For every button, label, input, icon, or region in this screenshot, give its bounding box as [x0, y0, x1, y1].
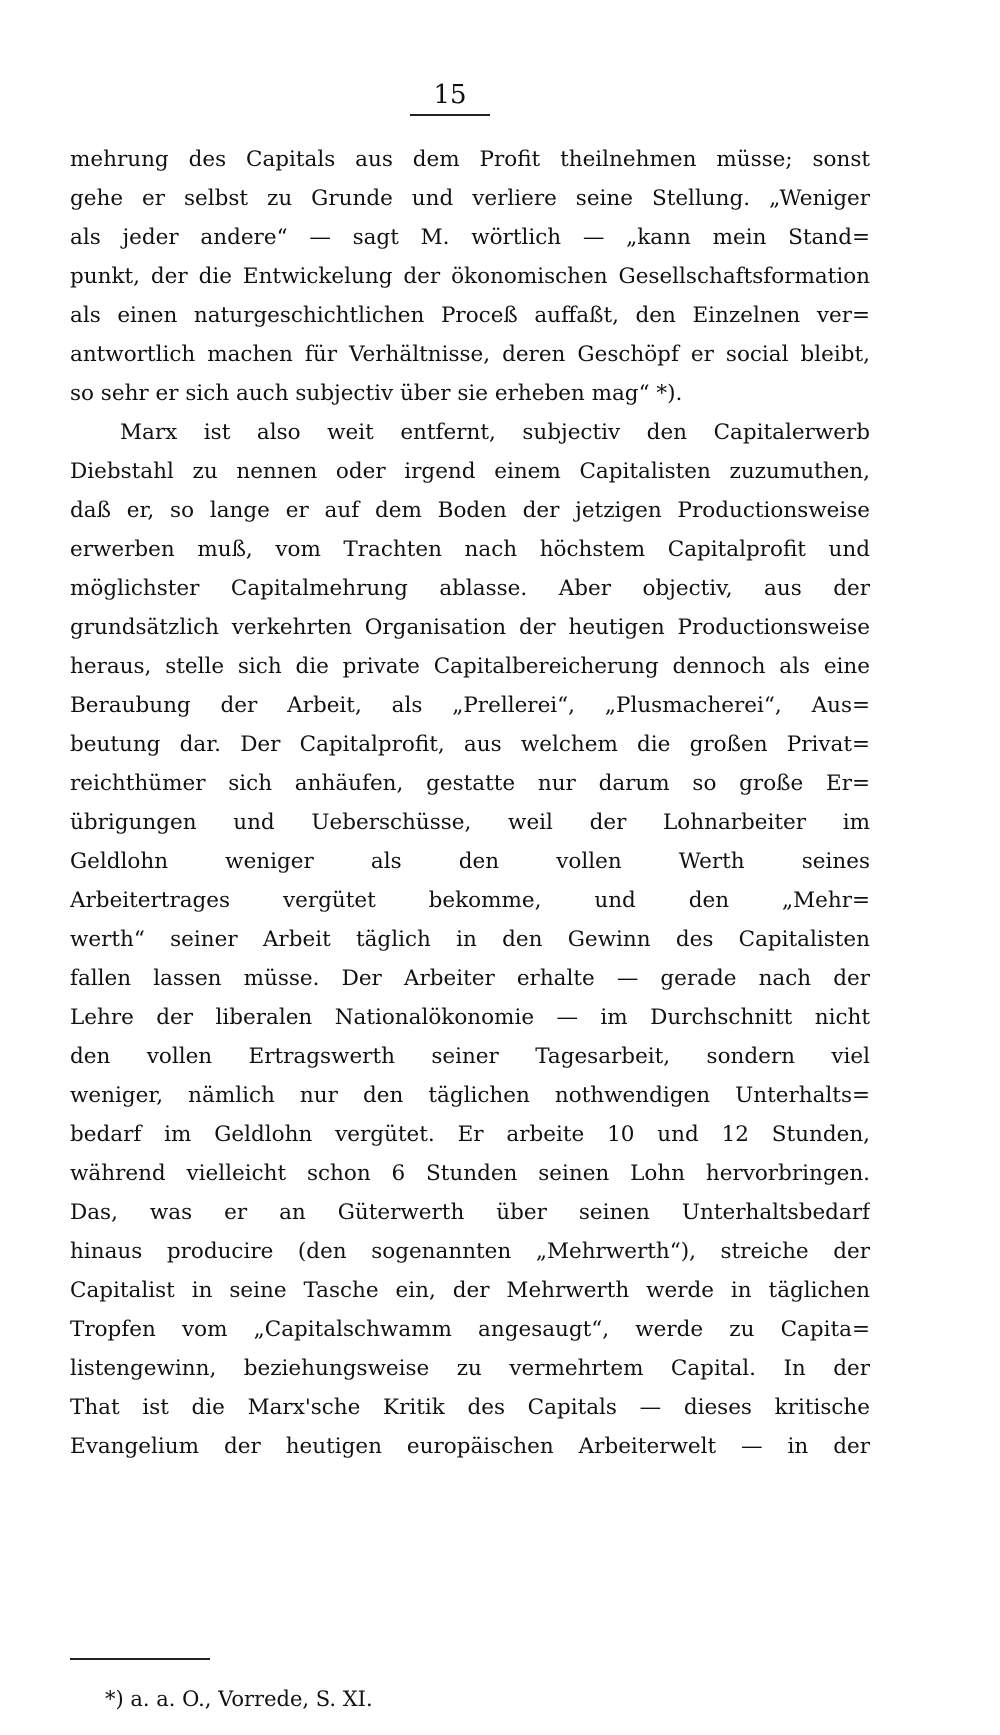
paragraph-start-line: Marx ist also weit entfernt, subjectiv den Capitalerwerb	[120, 420, 870, 445]
text-line: Tropfen vom „Capitalschwamm angesaugt“, werde zu Capita=	[70, 1317, 870, 1342]
text-line: fallen lassen müsse. Der Arbeiter erhalte — gerade nach der	[70, 966, 870, 991]
text-line: beutung dar. Der Capitalprofit, aus welchem die großen Privat=	[70, 732, 870, 757]
text-line: den vollen Ertragswerth seiner Tagesarbeit, sondern viel	[70, 1044, 870, 1069]
text-line: übrigungen und Ueberschüsse, weil der Lohnarbeiter im	[70, 810, 870, 835]
text-line: antwortlich machen für Verhältnisse, deren Geschöpf er social bleibt,	[70, 342, 870, 367]
text-line: Lehre der liberalen Nationalökonomie — im Durchschnitt nicht	[70, 1005, 870, 1030]
page-number-rule	[410, 114, 490, 116]
text-line: Das, was er an Güterwerth über seinen Unterhaltsbedarf	[70, 1200, 870, 1225]
text-line: heraus, stelle sich die private Capitalbereicherung dennoch als eine	[70, 654, 870, 679]
text-line: Beraubung der Arbeit, als „Prellerei“, „Plusmacherei“, Aus=	[70, 693, 870, 718]
text-line: mehrung des Capitals aus dem Profit theilnehmen müsse; sonst	[70, 147, 870, 172]
text-line: erwerben muß, vom Trachten nach höchstem Capitalprofit und	[70, 537, 870, 562]
text-line: Geldlohn weniger als den vollen Werth seines	[70, 849, 870, 874]
text-line: gehe er selbst zu Grunde und verliere seine Stellung. „Weniger	[70, 186, 870, 211]
text-line: That ist die Marx'sche Kritik des Capitals — dieses kritische	[70, 1395, 870, 1420]
text-line: Arbeitertrages vergütet bekomme, und den „Mehr=	[70, 888, 870, 913]
text-line: Evangelium der heutigen europäischen Arbeiterwelt — in der	[70, 1434, 870, 1459]
footnote: *) a. a. O., Vorrede, S. XI.	[105, 1687, 373, 1711]
text-line: grundsätzlich verkehrten Organisation der heutigen Productionsweise	[70, 615, 870, 640]
text-line: Diebstahl zu nennen oder irgend einem Capitalisten zuzumuthen,	[70, 459, 870, 484]
text-line: bedarf im Geldlohn vergütet. Er arbeite 10 und 12 Stunden,	[70, 1122, 870, 1147]
text-line: möglichster Capitalmehrung ablasse. Aber objectiv, aus der	[70, 576, 870, 601]
text-line: hinaus producire (den sogenannten „Mehrwerth“), streiche der	[70, 1239, 870, 1264]
text-line: als einen naturgeschichtlichen Proceß auffaßt, den Einzelnen ver=	[70, 303, 870, 328]
text-line: während vielleicht schon 6 Stunden seinen Lohn hervorbringen.	[70, 1161, 870, 1186]
text-line: daß er, so lange er auf dem Boden der jetzigen Productionsweise	[70, 498, 870, 523]
page-number: 15	[433, 80, 467, 110]
text-line: Capitalist in seine Tasche ein, der Mehrwerth werde in täglichen	[70, 1278, 870, 1303]
text-line: weniger, nämlich nur den täglichen nothwendigen Unterhalts=	[70, 1083, 870, 1108]
text-line: reichthümer sich anhäufen, gestatte nur darum so große Er=	[70, 771, 870, 796]
text-line: werth“ seiner Arbeit täglich in den Gewinn des Capitalisten	[70, 927, 870, 952]
body-text	[70, 140, 870, 1466]
text-line: listengewinn, beziehungsweise zu vermehrtem Capital. In der	[70, 1356, 870, 1381]
text-line: punkt, der die Entwickelung der ökonomischen Gesellschaftsformation	[70, 264, 870, 289]
text-line: so sehr er sich auch subjectiv über sie erheben mag“ *).	[70, 381, 683, 406]
text-line: als jeder andere“ — sagt M. wörtlich — „kann mein Stand=	[70, 225, 870, 250]
footnote-rule	[70, 1658, 210, 1660]
